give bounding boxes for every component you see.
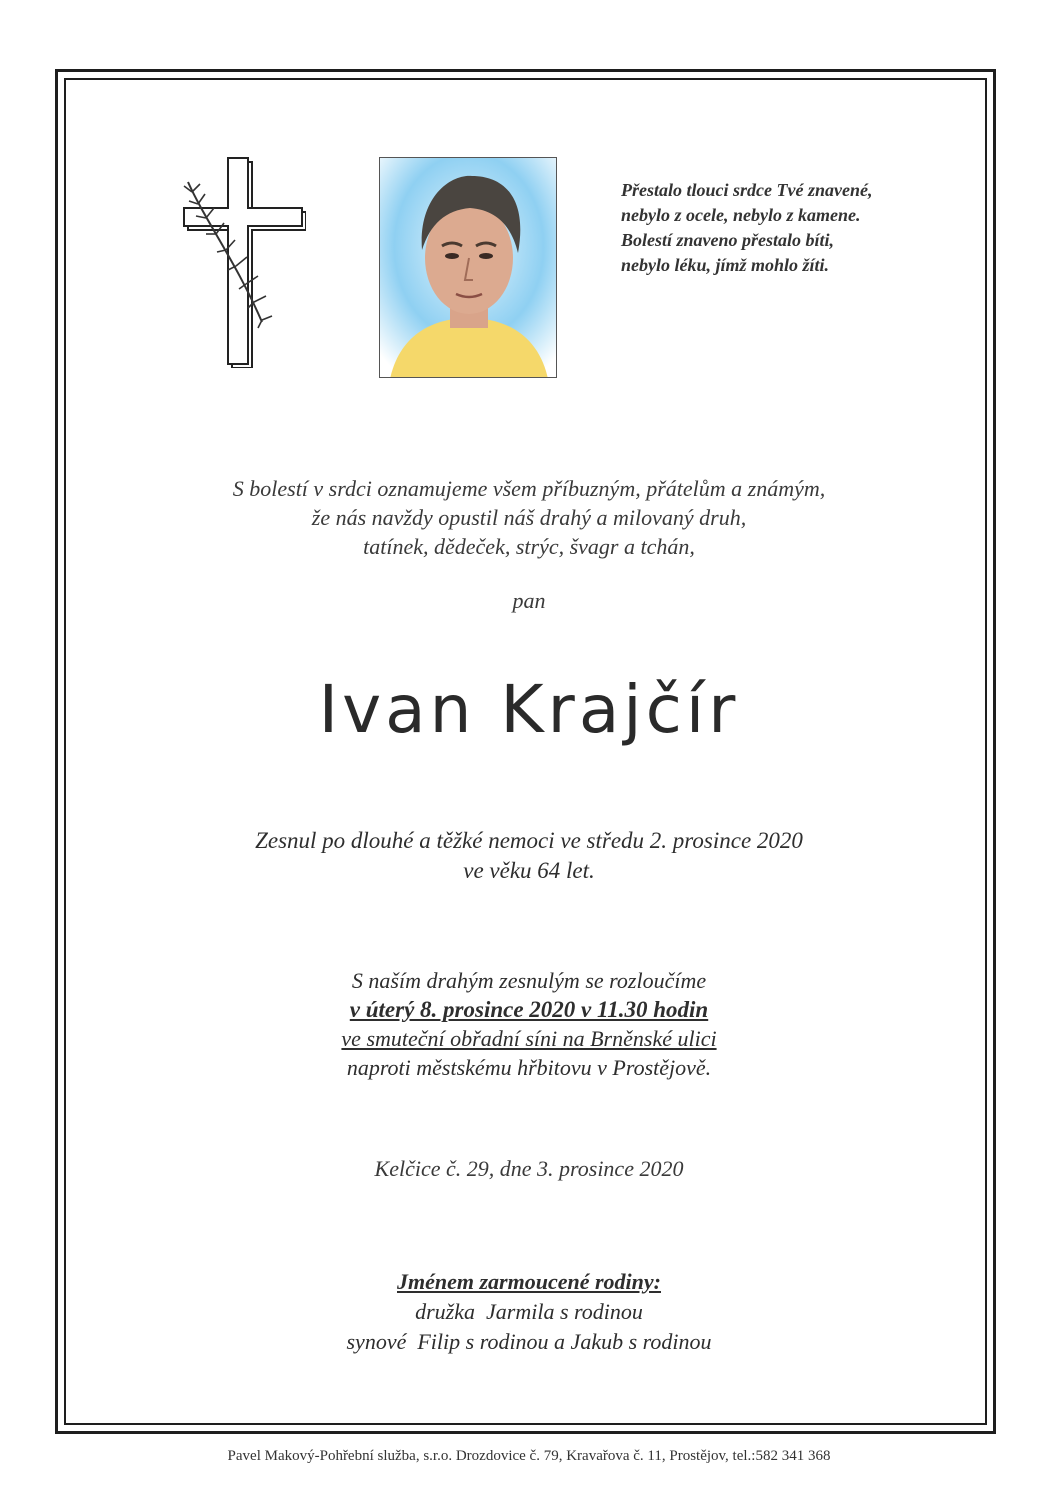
announcement-line: S bolestí v srdci oznamujeme všem příbuzným, přátelům a známým,	[232, 476, 826, 501]
funeral-datetime: v úterý 8. prosince 2020 v 11.30 hodin	[349, 997, 709, 1022]
funeral-intro: S naším drahým zesnulým se rozloučíme	[351, 968, 707, 993]
title-word: pan	[512, 588, 546, 613]
poem	[621, 178, 951, 278]
cross-with-palm-icon	[176, 152, 306, 368]
funeral-info	[0, 966, 1058, 1082]
portrait-photo	[379, 157, 557, 378]
family-line: družka Jarmila s rodinou	[415, 1299, 643, 1324]
announcement-line: že nás navždy opustil náš drahý a milovaný druh,	[311, 505, 747, 530]
deceased-name: Ivan Krajčír	[318, 671, 740, 748]
announcement	[0, 474, 1058, 561]
poem-line: nebylo z ocele, nebylo z kamene.	[621, 205, 861, 225]
place-date: Kelčice č. 29, dne 3. prosince 2020	[374, 1156, 684, 1181]
family-heading: Jménem zarmoucené rodiny:	[397, 1269, 661, 1294]
funeral-location: naproti městskému hřbitovu v Prostějově.	[346, 1055, 712, 1080]
footer-funeral-service: Pavel Makový-Pohřební služba, s.r.o. Drozdovice č. 79, Kravařova č. 11, Prostějov, tel.:582 341 368	[227, 1448, 831, 1464]
age-line: ve věku 64 let.	[463, 858, 595, 883]
family-section	[0, 1267, 1058, 1357]
poem-line: Bolestí znaveno přestalo bíti,	[621, 230, 835, 250]
death-notice	[0, 826, 1058, 886]
family-line: synové Filip s rodinou a Jakub s rodinou	[346, 1329, 712, 1354]
announcement-line: tatínek, dědeček, strýc, švagr a tchán,	[363, 534, 695, 559]
death-line: Zesnul po dlouhé a těžké nemoci ve středu 2. prosince 2020	[255, 828, 803, 853]
funeral-venue: ve smuteční obřadní síni na Brněnské ulici	[341, 1026, 717, 1051]
poem-line: Přestalo tlouci srdce Tvé znavené,	[621, 180, 873, 200]
poem-line: nebylo léku, jímž mohlo žíti.	[621, 255, 830, 275]
